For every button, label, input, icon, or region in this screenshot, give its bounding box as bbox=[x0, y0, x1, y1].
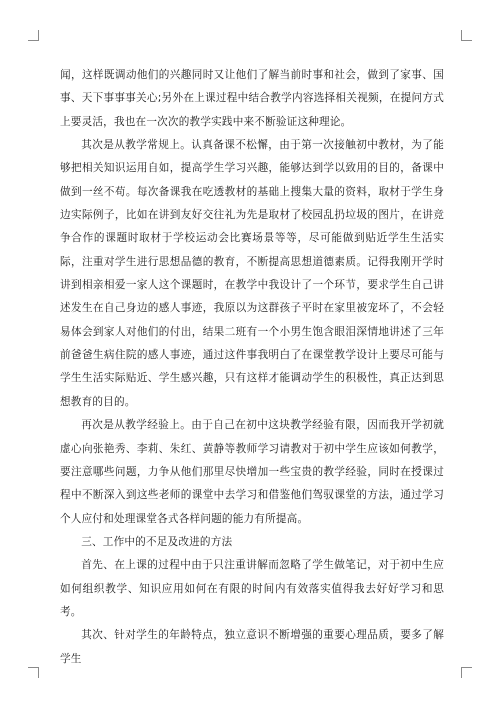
paragraph-second-shortcoming: 其次、针对学生的年龄特点，独立意识不断增强的重要心理品质，要多了解学生 bbox=[60, 629, 444, 665]
crop-mark-top-right bbox=[461, 30, 472, 41]
document-body bbox=[60, 64, 444, 671]
crop-mark-bottom-right bbox=[461, 667, 472, 678]
crop-mark-bottom-left bbox=[28, 667, 39, 678]
section-heading-shortcomings: 三、工作中的不足及改进的方法 bbox=[81, 535, 233, 548]
paragraph-continuation: 闻，这样既调动他们的兴趣同时又让他们了解当前时事和社会，做到了家事、国事、天下事事事关心;另外在上课过程中结合教学内容选择相关视频，在提问方式上要灵活，我也在一次次的教学实践中来不断验证这种理论。 bbox=[60, 69, 444, 128]
crop-mark-top-left bbox=[28, 30, 39, 41]
paragraph-first-shortcoming: 首先、在上课的过程中由于只注重讲解而忽略了学生做笔记，对于初中生应如何组织教学、知识应用如何在有限的时间内有效落实值得我去好好学习和思考。 bbox=[60, 559, 444, 618]
paragraph-teaching-experience: 再次是从教学经验上。由于自己在初中这块教学经验有限，因而我开学初就虚心向张艳秀、李莉、朱红、黄静等教师学习请教对于初中学生应该如何教学，要注意哪些问题，力争从他们那里尽快增加一些宝贵的教学经验，同时在授课过程中不断深入到这些老师的课堂中去学习和借鉴他们驾驭课堂的方法，通过学习个人应付和处理课堂各式各样问题的能力有所提高。 bbox=[60, 419, 444, 525]
paragraph-teaching-routine: 其次是从教学常规上。认真备课不松懈，由于第一次接触初中教材，为了能够把相关知识运用自如，提高学生学习兴趣，能够达到学以致用的目的，备课中做到一丝不苟。每次备课我在吃透教材的基础上搜集大量的资料，取材于学生身边实际例子，比如在讲到友好交往礼为先是取材了校园乱扔垃圾的图片，在讲竞争合作的课题时取材于学校运动会比赛场景等等，尽可能做到贴近学生生活实际，注重对学生进行思想品德的教育，不断提高思想道德素质。记得我刚开学时讲到相亲相爱一家人这个课题时，在教学中我设计了一个环节，要求学生自己讲述发生在自己身边的感人事迹，我原以为这群孩子平时在家里被宠坏了，不会轻易体会到家人对他们的付出，结果二班有一个小男生饱含眼泪深情地讲述了三年前爸爸生病住院的感人事迹，通过这件事我明白了在课堂教学设计上要尽可能与学生生活实际贴近、学生感兴趣，只有这样才能调动学生的积极性，真正达到思想教育的目的。 bbox=[60, 139, 444, 408]
